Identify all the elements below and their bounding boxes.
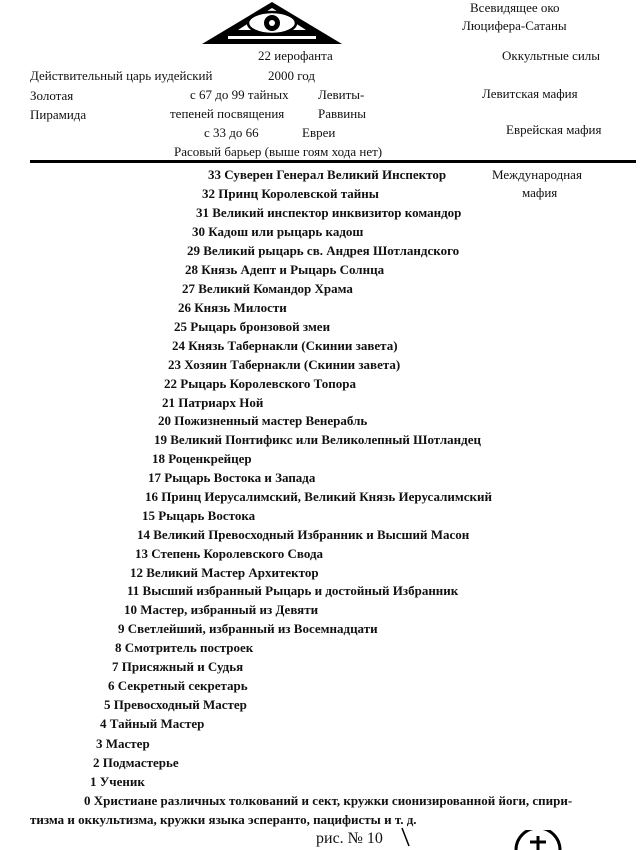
degree-6: 6 Секретный секретарь [108, 678, 248, 693]
jewish-mafia-label: Еврейская мафия [506, 122, 602, 137]
partial-circle-glyph-icon [512, 830, 564, 850]
hierophants-label: 22 иерофанта [258, 48, 333, 63]
degree-25: 25 Рыцарь бронзовой змеи [174, 319, 331, 334]
levite-mafia-label: Левитская мафия [482, 86, 578, 101]
degree-16: 16 Принц Иерусалимский, Великий Князь Иерусалимский [145, 489, 492, 504]
degree-26: 26 Князь Милости [178, 300, 287, 315]
racial-barrier-label: Расовый барьер (выше гоям хода нет) [174, 144, 383, 159]
degree-32: 32 Принц Королевской тайны [202, 186, 379, 201]
intl-mafia-line-2: мафия [522, 185, 558, 200]
degree-7: 7 Присяжный и Судья [112, 659, 244, 674]
degree-19: 19 Великий Понтификс или Великолепный Шотландец [154, 432, 481, 447]
degree-0-line-2: тизма и оккультизма, кружки языка эсперанто, пацифисты и т. д. [30, 812, 417, 827]
degree-28: 28 Князь Адепт и Рыцарь Солнца [185, 262, 385, 277]
year-label: 2000 год [268, 68, 315, 83]
occult-forces-label: Оккультные силы [502, 48, 601, 63]
levites-range-label: с 67 до 99 тайных [190, 87, 289, 102]
degree-18: 18 Роценкрейцер [152, 451, 252, 466]
degree-23: 23 Хозяин Табернакли (Скинии завета) [168, 357, 401, 372]
golden-label: Золотая [30, 88, 74, 103]
degree-30: 30 Кадош или рыцарь кадош [192, 224, 364, 239]
degree-24: 24 Князь Табернакли (Скинии завета) [172, 338, 398, 353]
degree-15: 15 Рыцарь Востока [142, 508, 256, 523]
degree-29: 29 Великий рыцарь св. Андрея Шотландского [187, 243, 460, 258]
degree-13: 13 Степень Королевского Свода [135, 546, 324, 561]
slash-mark-icon [400, 826, 412, 848]
degree-21: 21 Патриарх Ной [162, 395, 264, 410]
range-33-66-label: с 33 до 66 [204, 125, 259, 140]
jewish-king-label: Действительный царь иудейский [30, 68, 213, 83]
eye-caption-line-2: Люцифера-Сатаны [462, 18, 567, 33]
levites-label: Левиты- [318, 87, 365, 102]
degree-14: 14 Великий Превосходный Избранник и Высший Масон [137, 527, 470, 542]
degree-27: 27 Великий Командор Храма [182, 281, 353, 296]
degree-5: 5 Превосходный Мастер [104, 697, 247, 712]
pyramid-label: Пирамида [30, 107, 87, 122]
intl-mafia-line-1: Международная [492, 167, 582, 182]
degree-22: 22 Рыцарь Королевского Топора [164, 376, 356, 391]
rabbis-label: Раввины [318, 106, 366, 121]
degree-12: 12 Великий Мастер Архитектор [130, 565, 319, 580]
degree-33: 33 Суверен Генерал Великий Инспектор [208, 167, 447, 182]
degree-2: 2 Подмастерье [93, 755, 179, 770]
racial-barrier-line [30, 160, 636, 163]
degree-11: 11 Высший избранный Рыцарь и достойный Избранник [127, 583, 459, 598]
jews-label: Евреи [302, 125, 336, 140]
degree-31: 31 Великий инспектор инквизитор командор [196, 205, 462, 220]
eye-caption-line-1: Всевидящее око [470, 0, 560, 15]
degree-3: 3 Мастер [96, 736, 150, 751]
all-seeing-eye-icon [198, 0, 346, 46]
degree-17: 17 Рыцарь Востока и Запада [148, 470, 316, 485]
degree-1: 1 Ученик [90, 774, 145, 789]
degree-9: 9 Светлейший, избранный из Восемнадцати [118, 621, 378, 636]
degree-20: 20 Пожизненный мастер Венерабль [158, 413, 368, 428]
degree-10: 10 Мастер, избранный из Девяти [124, 602, 319, 617]
degree-0-line-1: 0 Христиане различных толкований и сект, кружки сионизированной йоги, спири- [84, 793, 573, 808]
degree-4: 4 Тайный Мастер [100, 716, 205, 731]
degree-8: 8 Смотритель построек [115, 640, 254, 655]
initiation-degrees-label: тепеней посвящения [170, 106, 285, 121]
figure-caption: рис. № 10 [316, 830, 383, 847]
